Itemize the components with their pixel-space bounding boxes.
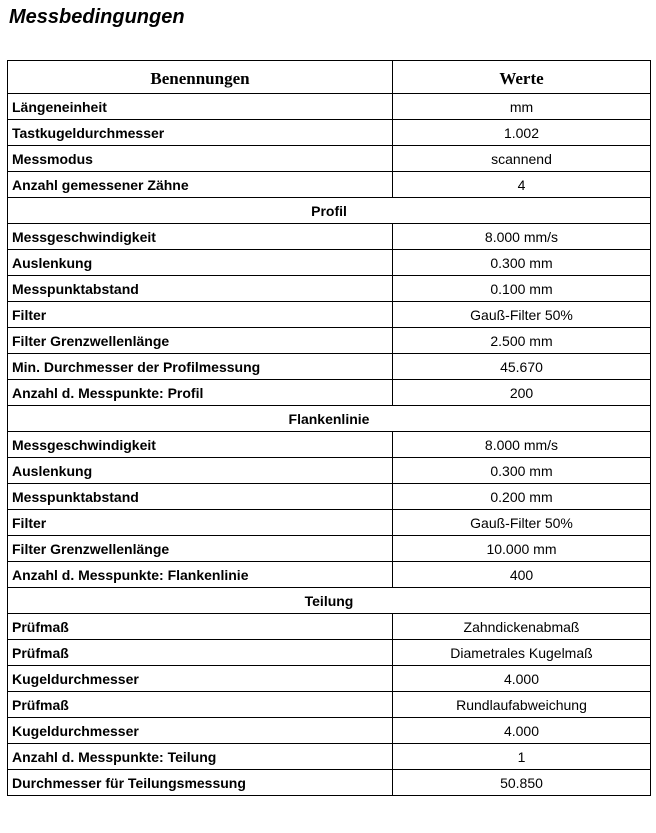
row-value: Gauß-Filter 50% xyxy=(393,510,651,536)
row-value: 0.300 mm xyxy=(393,458,651,484)
row-label: Messmodus xyxy=(8,146,393,172)
row-label: Filter xyxy=(8,510,393,536)
row-value: 2.500 mm xyxy=(393,328,651,354)
table-row xyxy=(8,666,651,692)
row-value: 4.000 xyxy=(393,666,651,692)
table-row xyxy=(8,250,651,276)
table-row xyxy=(8,120,651,146)
row-label: Anzahl d. Messpunkte: Profil xyxy=(8,380,393,406)
row-value: 0.100 mm xyxy=(393,276,651,302)
row-value: 4.000 xyxy=(393,718,651,744)
table-row xyxy=(8,354,651,380)
table-header-row xyxy=(8,61,651,94)
row-label: Anzahl d. Messpunkte: Flankenlinie xyxy=(8,562,393,588)
row-value: Zahndickenabmaß xyxy=(393,614,651,640)
row-label: Messpunktabstand xyxy=(8,276,393,302)
row-label: Messgeschwindigkeit xyxy=(8,432,393,458)
table-row xyxy=(8,770,651,796)
table-row xyxy=(8,614,651,640)
row-label: Filter xyxy=(8,302,393,328)
row-label: Durchmesser für Teilungsmessung xyxy=(8,770,393,796)
row-label: Min. Durchmesser der Profilmessung xyxy=(8,354,393,380)
table-row xyxy=(8,484,651,510)
table-row xyxy=(8,640,651,666)
table-row xyxy=(8,536,651,562)
column-header-name: Benennungen xyxy=(8,61,393,94)
section-title-profil: Profil xyxy=(8,198,651,224)
table-row xyxy=(8,380,651,406)
row-value: Gauß-Filter 50% xyxy=(393,302,651,328)
row-label: Messpunktabstand xyxy=(8,484,393,510)
row-label: Auslenkung xyxy=(8,250,393,276)
column-header-value: Werte xyxy=(393,61,651,94)
table-row xyxy=(8,718,651,744)
section-title-teilung: Teilung xyxy=(8,588,651,614)
row-label: Filter Grenzwellenlänge xyxy=(8,328,393,354)
row-label: Tastkugeldurchmesser xyxy=(8,120,393,146)
section-row-teilung xyxy=(8,588,651,614)
row-label: Kugeldurchmesser xyxy=(8,666,393,692)
table-row xyxy=(8,172,651,198)
row-value: 50.850 xyxy=(393,770,651,796)
table-row xyxy=(8,302,651,328)
page-title: Messbedingungen xyxy=(9,6,185,28)
section-title-flankenlinie: Flankenlinie xyxy=(8,406,651,432)
row-value: Rundlaufabweichung xyxy=(393,692,651,718)
table-row xyxy=(8,744,651,770)
row-label: Anzahl gemessener Zähne xyxy=(8,172,393,198)
row-label: Anzahl d. Messpunkte: Teilung xyxy=(8,744,393,770)
row-value: 45.670 xyxy=(393,354,651,380)
row-value: scannend xyxy=(393,146,651,172)
table-row xyxy=(8,146,651,172)
table-row xyxy=(8,510,651,536)
table-row xyxy=(8,276,651,302)
row-label: Längeneinheit xyxy=(8,94,393,120)
row-value: mm xyxy=(393,94,651,120)
table-row xyxy=(8,458,651,484)
row-value: 10.000 mm xyxy=(393,536,651,562)
row-label: Prüfmaß xyxy=(8,614,393,640)
row-value: 8.000 mm/s xyxy=(393,432,651,458)
table-row xyxy=(8,328,651,354)
row-label: Filter Grenzwellenlänge xyxy=(8,536,393,562)
row-value: Diametrales Kugelmaß xyxy=(393,640,651,666)
section-row-profil xyxy=(8,198,651,224)
row-value: 8.000 mm/s xyxy=(393,224,651,250)
row-value: 0.300 mm xyxy=(393,250,651,276)
table-row xyxy=(8,562,651,588)
row-label: Messgeschwindigkeit xyxy=(8,224,393,250)
section-row-flankenlinie xyxy=(8,406,651,432)
row-label: Prüfmaß xyxy=(8,640,393,666)
row-value: 4 xyxy=(393,172,651,198)
row-label: Auslenkung xyxy=(8,458,393,484)
table-row xyxy=(8,94,651,120)
row-value: 400 xyxy=(393,562,651,588)
measurement-conditions-table xyxy=(7,60,651,796)
table-row xyxy=(8,692,651,718)
row-value: 1.002 xyxy=(393,120,651,146)
row-value: 200 xyxy=(393,380,651,406)
row-label: Prüfmaß xyxy=(8,692,393,718)
table-row xyxy=(8,224,651,250)
row-value: 0.200 mm xyxy=(393,484,651,510)
row-value: 1 xyxy=(393,744,651,770)
table-row xyxy=(8,432,651,458)
row-label: Kugeldurchmesser xyxy=(8,718,393,744)
